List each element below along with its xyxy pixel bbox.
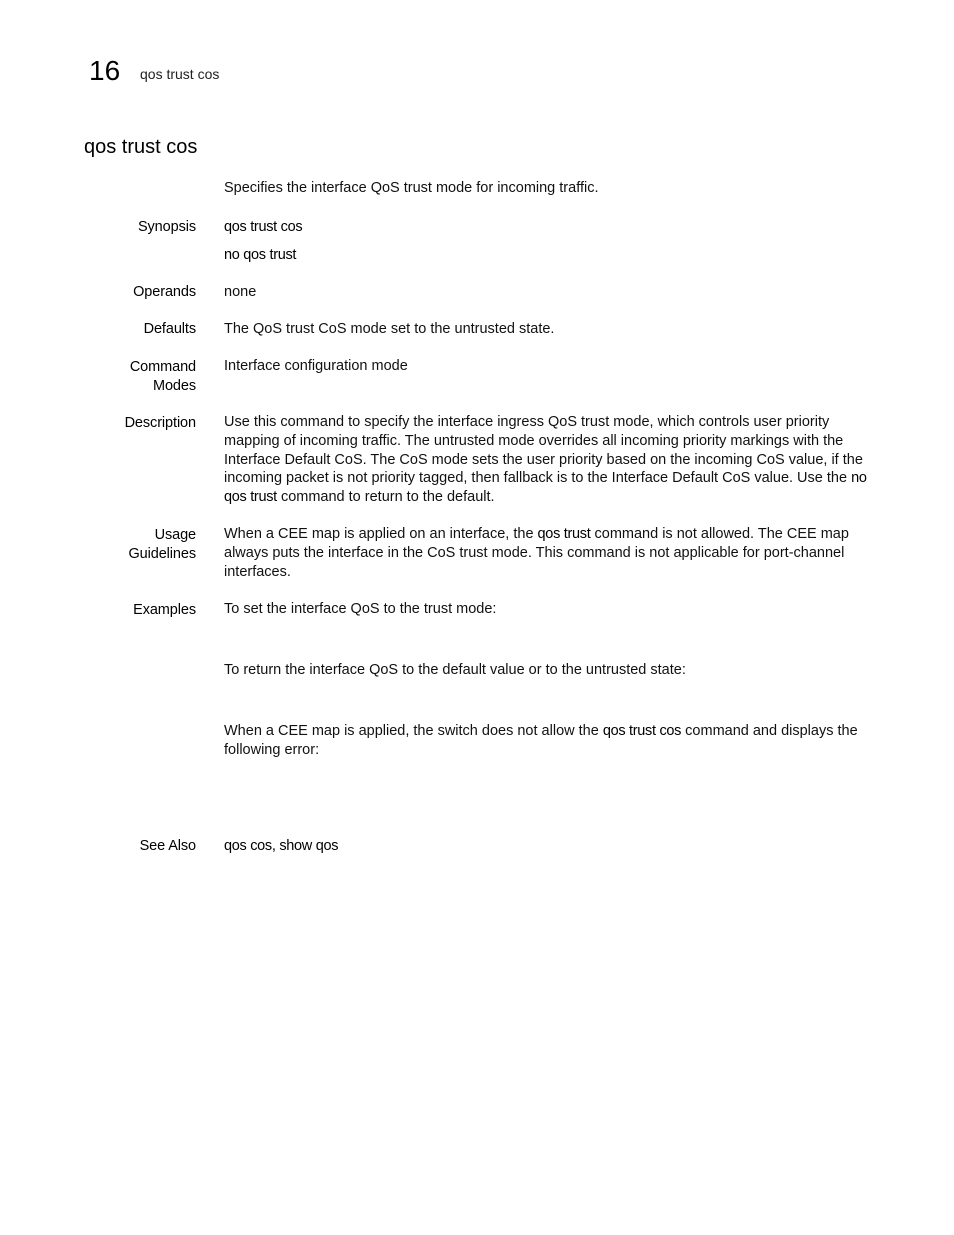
description-text-before: Use this command to specify the interface ingress QoS trust mode, which controls user priority mapping of incoming traffic. The untrusted mode overrides all incoming priority markings with the Interface Default CoS. The CoS mode sets the user priority based on the incoming CoS value, if the incoming packet is not priority tagged, then fallback is to the Interface Default CoS value. Use the (224, 414, 863, 487)
see-also-label: See Also (139, 838, 196, 854)
example-3-command: qos trust cos (602, 723, 682, 739)
synopsis-label: Synopsis (137, 219, 196, 235)
running-header-title: qos trust cos (140, 66, 220, 82)
example-3-text-after: command and displays the following error: (224, 723, 858, 758)
defaults-label: Defaults (143, 321, 196, 337)
usage-guidelines-label-line-2: Guidelines (128, 546, 196, 562)
command-modes-label-line-1: Command (129, 359, 196, 375)
command-modes-label-line-2: Modes (152, 378, 196, 394)
synopsis-line-1: qos trust cos (224, 219, 303, 235)
description-text (224, 413, 872, 507)
operands-text: none (224, 284, 257, 300)
see-also-links[interactable]: qos cos, show qos (224, 838, 339, 854)
usage-guidelines-command: qos trust (537, 526, 591, 542)
example-2-text: To return the interface QoS to the default value or to the untrusted state: (224, 662, 686, 678)
examples-label: Examples (133, 602, 196, 618)
usage-guidelines-text-before: When a CEE map is applied on an interface, the (224, 526, 534, 542)
description-label: Description (124, 415, 196, 431)
description-text-after: command to return to the default. (280, 489, 495, 506)
usage-guidelines-label-line-1: Usage (154, 527, 196, 543)
example-1-text: To set the interface QoS to the trust mode: (224, 601, 497, 617)
usage-guidelines-text-after: command is not allowed. The CEE map always puts the interface in the CoS trust mode. This command is not applicable for port-channel interfaces. (224, 526, 849, 580)
operands-label: Operands (133, 284, 196, 300)
intro-text: Specifies the interface QoS trust mode for incoming traffic. (224, 180, 599, 196)
chapter-number: 16 (89, 55, 121, 86)
defaults-text: The QoS trust CoS mode set to the untrusted state. (224, 321, 555, 337)
page-title: qos trust cos (84, 136, 198, 158)
usage-guidelines-label (86, 526, 196, 564)
description-command: no qos trust (224, 470, 867, 506)
command-modes-label (86, 358, 196, 396)
usage-guidelines-text (224, 525, 872, 581)
command-modes-text: Interface configuration mode (224, 358, 408, 374)
example-3-text-before: When a CEE map is applied, the switch does not allow the (224, 723, 599, 739)
synopsis-line-2: no qos trust (224, 247, 297, 263)
example-3-text (224, 722, 872, 760)
